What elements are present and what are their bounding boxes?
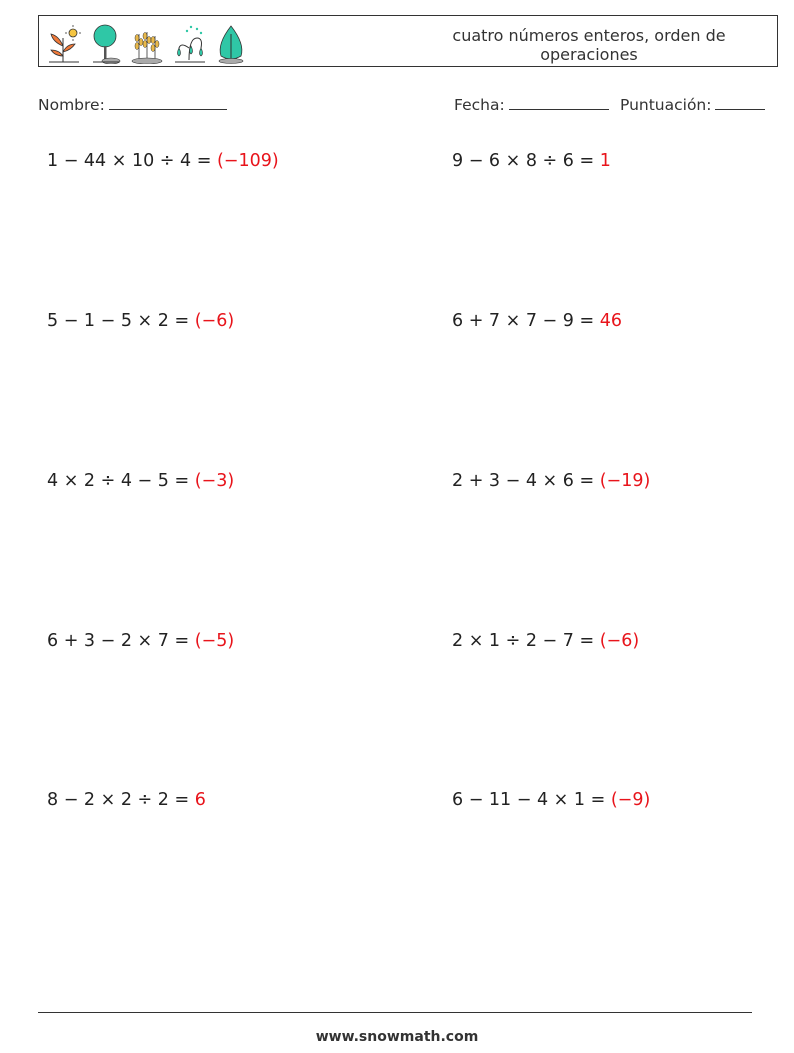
score-label: Puntuación: (620, 96, 712, 114)
problem-answer: (−5) (194, 631, 235, 651)
worksheet-title: cuatro números enteros, orden de operaciones (452, 26, 726, 64)
name-field (38, 94, 227, 114)
problem-expression: 4 × 2 ÷ 4 − 5 = (47, 471, 195, 491)
problem-2 (452, 151, 611, 171)
header-icons (45, 20, 249, 64)
problem-9 (47, 790, 206, 810)
problem-answer: 6 (194, 790, 206, 810)
round-tree-icon (89, 24, 123, 64)
problem-8 (452, 631, 639, 651)
leaf-tree-icon (215, 24, 249, 64)
problem-5 (47, 471, 234, 491)
score-field (620, 94, 765, 114)
date-label: Fecha: (454, 96, 505, 114)
date-blank[interactable] (509, 94, 609, 110)
problem-expression: 2 × 1 ÷ 2 − 7 = (452, 631, 600, 651)
name-blank[interactable] (109, 94, 227, 110)
problem-7 (47, 631, 234, 651)
problem-answer: 1 (599, 151, 611, 171)
problem-answer: (−109) (216, 151, 279, 171)
problem-expression: 9 − 6 × 8 ÷ 6 = (452, 151, 600, 171)
worksheet-header (38, 15, 778, 67)
problem-answer: 46 (599, 311, 622, 331)
problem-expression: 8 − 2 × 2 ÷ 2 = (47, 790, 195, 810)
date-field (454, 94, 609, 114)
problem-answer: (−19) (599, 471, 651, 491)
problem-expression: 5 − 1 − 5 × 2 = (47, 311, 195, 331)
footer-url[interactable]: www.snowmath.com (315, 1029, 479, 1045)
wheat-icon (129, 24, 165, 64)
watering-plant-icon (171, 24, 209, 64)
problem-answer: (−9) (610, 790, 651, 810)
problem-expression: 6 + 7 × 7 − 9 = (452, 311, 600, 331)
problem-expression: 2 + 3 − 4 × 6 = (452, 471, 600, 491)
footer-divider (38, 1012, 752, 1013)
problem-answer: (−6) (194, 311, 235, 331)
problem-expression: 1 − 44 × 10 ÷ 4 = (47, 151, 217, 171)
problem-1 (47, 151, 279, 171)
name-label: Nombre: (38, 96, 105, 114)
flower-sun-icon (45, 24, 83, 64)
problem-expression: 6 + 3 − 2 × 7 = (47, 631, 195, 651)
problem-answer: (−3) (194, 471, 235, 491)
problem-10 (452, 790, 650, 810)
problem-4 (452, 311, 622, 331)
score-blank[interactable] (715, 94, 765, 110)
problem-3 (47, 311, 234, 331)
problem-answer: (−6) (599, 631, 640, 651)
problem-expression: 6 − 11 − 4 × 1 = (452, 790, 611, 810)
problem-6 (452, 471, 650, 491)
